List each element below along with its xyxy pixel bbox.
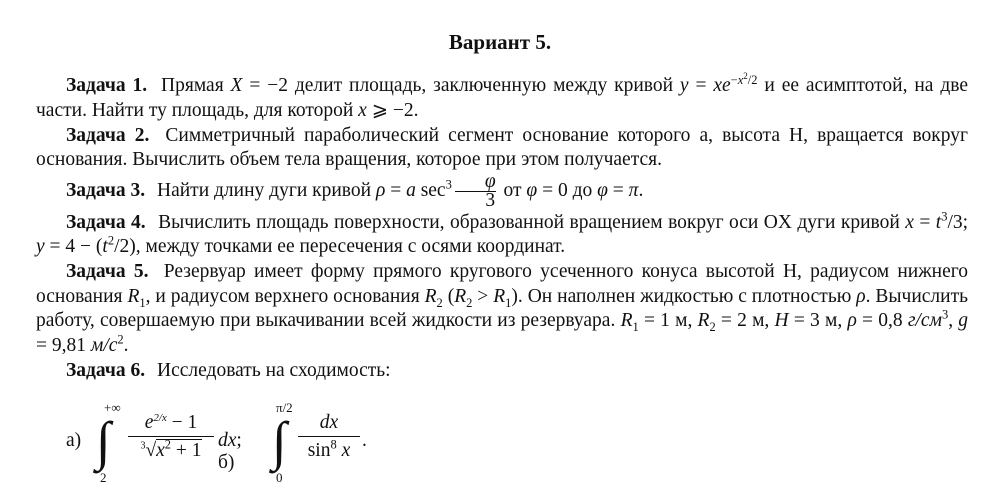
integral-b-lower: 0 bbox=[276, 470, 283, 485]
integral-a-fraction bbox=[128, 412, 214, 462]
problem-2-label: Задача 2. bbox=[66, 124, 150, 146]
integral-b-upper: π/2 bbox=[276, 400, 293, 415]
integral-b-denominator: $\sin^8 x$ bbox=[298, 436, 360, 462]
problem-5-label: Задача 5. bbox=[66, 261, 149, 282]
problem-1 bbox=[36, 70, 969, 123]
problem-3 bbox=[36, 173, 968, 210]
integral-a-tail: dx; б) bbox=[218, 430, 242, 473]
variant-title: Вариант 5. bbox=[448, 30, 552, 54]
integral-a-label: а) bbox=[66, 430, 82, 451]
problem-1-label: Задача 1. bbox=[66, 75, 148, 96]
problem-6-label: Задача 6. bbox=[66, 359, 146, 381]
problem-6 bbox=[36, 359, 968, 384]
integral-b-tail: . bbox=[362, 430, 367, 451]
integral-b-numerator: dx bbox=[319, 412, 339, 433]
integral-a-lower: 2 bbox=[100, 470, 107, 485]
integral-a-denominator: $^3√x^2 + 1$ bbox=[128, 436, 214, 462]
problem-3-text: Найти длину дуги кривой ρ = a $\sec^3$ $\frac{\varphi}{3}$ от φ = 0 до φ = π. bbox=[157, 171, 644, 211]
problem-4-label: Задача 4. bbox=[66, 211, 146, 233]
problem-4-text: Вычислить площадь поверхности, образованной вращением вокруг оси OX дуги кривой $x = t^3/3$; $y = 4 - (t^2/2)$, между точками ее пересечения с осями координат. bbox=[36, 209, 969, 257]
integral-b-fraction bbox=[298, 412, 360, 462]
problem-5 bbox=[36, 260, 968, 358]
problems-list bbox=[36, 70, 969, 384]
problem-2 bbox=[36, 124, 968, 173]
problem-6-text: Исследовать на сходимость: bbox=[157, 359, 391, 381]
integral-icon: ∫ bbox=[96, 411, 111, 471]
problem-2-text: Симметричный параболический сегмент основание которого а, высота H, вращается вокруг основания. Вычислить объем тела вращения, которое при этом получается. bbox=[36, 124, 969, 170]
integral-icon: ∫ bbox=[272, 411, 287, 471]
integral-a-upper: +∞ bbox=[104, 400, 121, 415]
integral-a-numerator: $e^{2/x} - 1$ bbox=[144, 411, 198, 433]
problem-5-text: Резервуар имеет форму прямого кругового усеченного конуса высотой H, радиусом нижнего основания $R_1$, и радиусом верхнего основания $R_2$ $(R_2 > R_1)$. Он наполнен жидкостью с плотностью ρ. Вычислить работу, совершаемую при выкачивании всей жидкости из резервуара. $R_1 = 1$ м, $R_2 = 2$ м, H = 3 м, ρ = 0,8 $г/см^3$, g = 9,81 $м/с^2$. bbox=[36, 261, 969, 356]
problem-4 bbox=[36, 211, 968, 260]
problem-1-text: Прямая X = −2 делит площадь, заключенную между кривой $y = xe^{-x^2/2}$ и ее асимптотой, на две части. Найти ту площадь, для которой x ⩾ −2. bbox=[36, 70, 969, 121]
problem-3-label: Задача 3. bbox=[66, 179, 146, 201]
